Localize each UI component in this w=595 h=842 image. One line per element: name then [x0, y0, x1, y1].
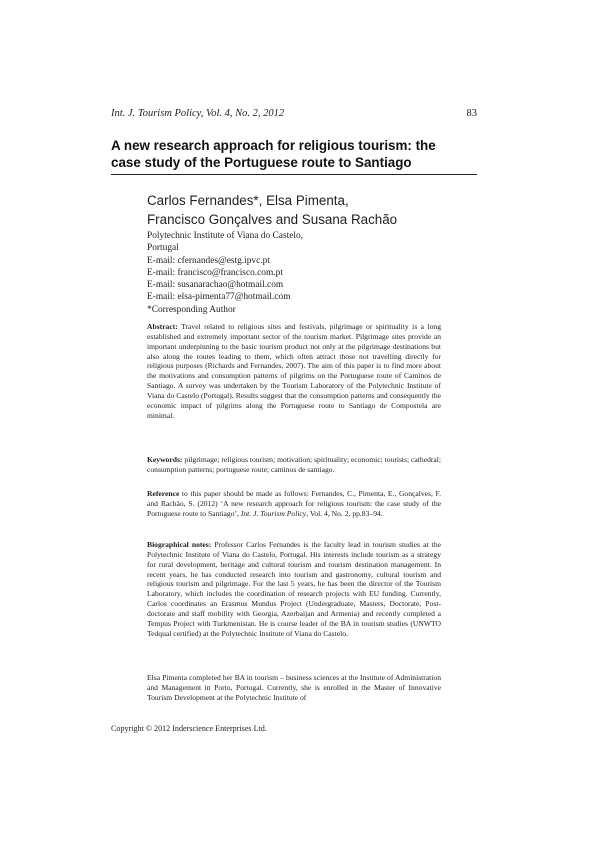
author-line: Carlos Fernandes*, Elsa Pimenta,	[147, 193, 349, 208]
reference-volume: , Vol. 4, No. 2, pp.83–94.	[306, 508, 383, 518]
affiliation-block	[147, 230, 477, 316]
bio-text: Professor Carlos Fernandes is the faculty lead in tourism studies at the Polytechnic Institute of Viana do Castelo, Portugal. His interests include tourism as a strategy for rural development, heritage and cultural tourism and tourism destination management. In recent years, he has conducted research into tourism and gastronomy, cultural tourism and religious tourism and pilgrimage. For the last 5 years, he has been the director of the Tourism Laboratory, which includes the coordination of research projects with EU funding. Currently, Carlos coordinates an Erasmus Mundus Project (Undergraduate, Masters, Doctorate, Post-doctorate and staff mobility with Georgia, Azerbaijan and Armenia) and recently completed a Tempus Project with Turkmenistan. He is course leader of the BA in tourism studies (UNWTO Tedqual certified) at the Polytechnic Institute of Viana do Castelo.	[147, 540, 442, 638]
title-line: A new research approach for religious tourism: the	[111, 138, 436, 153]
reference-journal: Int. J. Tourism Policy	[240, 508, 307, 518]
author-line: Francisco Gonçalves and Susana Rachão	[147, 212, 398, 227]
citation-reference	[147, 489, 441, 519]
reference-text: to this paper should be made as follows: Fernandes, C., Pimenta, E., Gonçalves, F. and Rachão, S. (2012) ‘A new research approach for religious tourism: the case study of the Portuguese route to Santiago’,	[147, 489, 442, 518]
author-list	[147, 191, 477, 229]
abstract	[147, 322, 441, 420]
reference-label: Reference	[147, 489, 180, 498]
paper-title	[111, 137, 483, 171]
page-number: 83	[466, 108, 477, 119]
running-head: Int. J. Tourism Policy, Vol. 4, No. 2, 2012	[111, 108, 285, 119]
author-email[interactable]: E-mail: cfernandes@estg.ipvc.pt	[147, 255, 270, 266]
keywords-label: Keywords:	[147, 455, 183, 464]
copyright-notice: Copyright © 2012 Inderscience Enterprises Ltd.	[111, 724, 267, 733]
author-email[interactable]: E-mail: elsa-pimenta77@hotmail.com	[147, 292, 291, 303]
title-line: case study of the Portuguese route to Santiago	[111, 155, 412, 170]
abstract-text: Travel related to religious sites and festivals, pilgrimage or spirituality is a long established and extremely important sector of the tourism market. Pilgrimage sites provide an important underpinning to the basic tourism product not only at the pilgrimage destinations but also along the routes leading to them, which often attract those not travelling directly for religious purposes (Richards and Fernandes, 2007). The aim of this paper is to find more about the motivations and consumption patterns of pilgrims on the Portuguese route of Caminos de Santiago. A survey was undertaken by the Tourism Laboratory of the Polytechnic Institute of Viana do Castelo (Portugal). Results suggest that the consumption patterns and consequently the economic impact of pilgrims along the Portuguese route to Santiago de Compostela are minimal.	[147, 322, 442, 420]
bio-text-second: Elsa Pimenta completed her BA in tourism – business sciences at the Institute of Administration and Management in Porto, Portugal. Currently, she is enrolled in the Master of Innovative Tourism Development at the Polytechnic Institute of	[147, 673, 441, 702]
biographical-notes	[147, 540, 441, 638]
affiliation-institution: Polytechnic Institute of Viana do Castelo,	[147, 231, 304, 241]
abstract-label: Abstract:	[147, 322, 178, 331]
affiliation-country: Portugal	[147, 243, 179, 254]
author-email[interactable]: E-mail: francisco@francisco.com.pt	[147, 267, 283, 278]
bio-label: Biographical notes:	[147, 540, 212, 549]
keywords	[147, 455, 441, 475]
corresponding-author-note: *Corresponding Author	[147, 304, 236, 315]
title-divider	[111, 174, 477, 175]
biographical-notes-continued	[147, 673, 441, 703]
keywords-text: pilgrimage; religious tourism; motivation; spirituality; economic; tourists; cathedral; consumption patterns; portuguese route; caminos de santiago.	[147, 455, 441, 474]
author-email[interactable]: E-mail: susanarachao@hotmail.com	[147, 280, 284, 291]
